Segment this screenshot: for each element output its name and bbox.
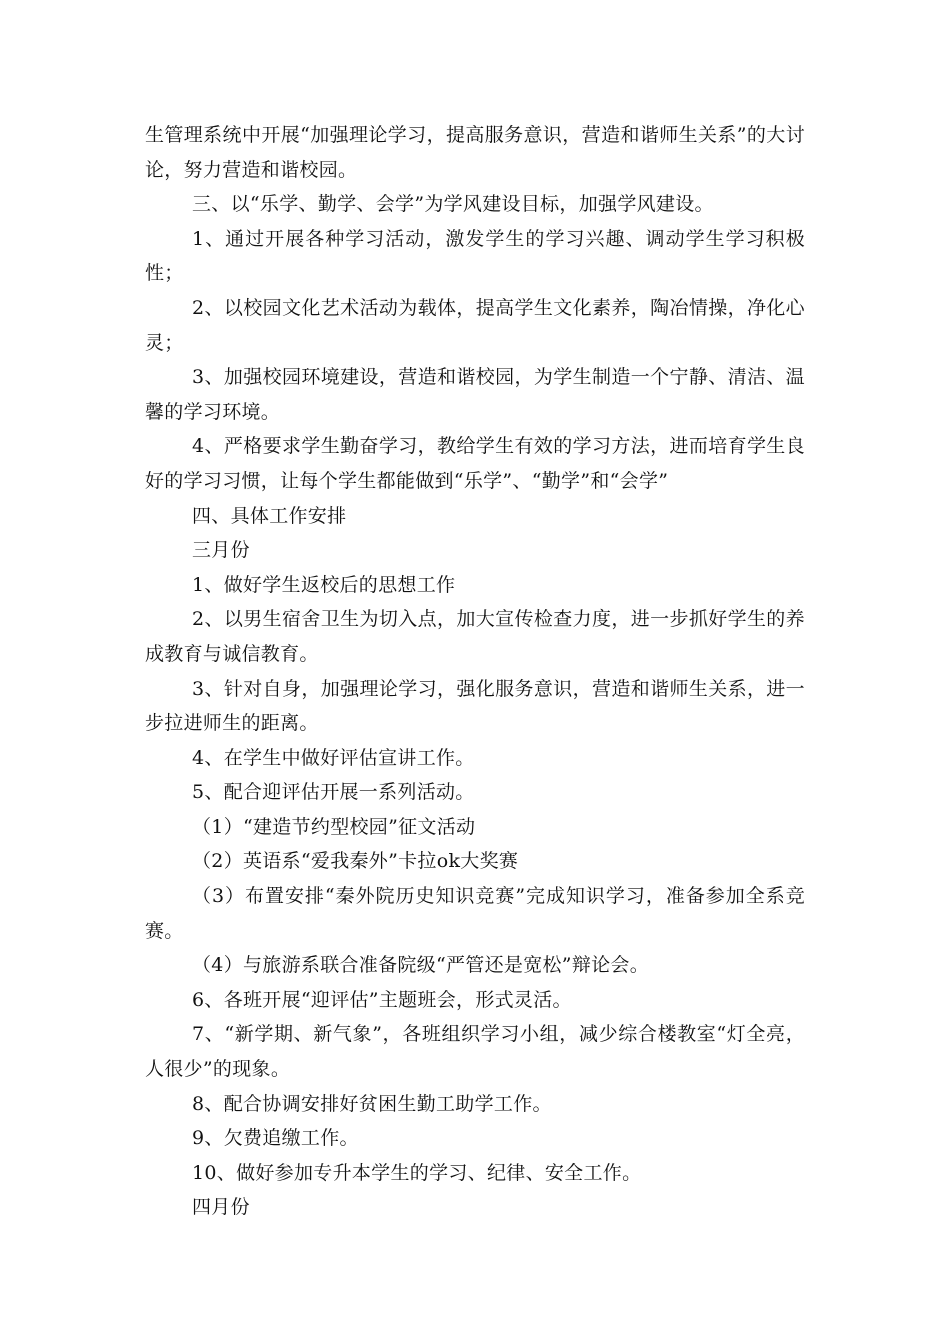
month-heading-march: 三月份 xyxy=(192,539,250,562)
list-item: 2、以男生宿舍卫生为切入点，加大宣传检查力度，进一步抓好学生的养成教育与诚信教育。 xyxy=(145,608,805,665)
list-item: 4、在学生中做好评估宣讲工作。 xyxy=(192,746,475,769)
list-item: 3、加强校园环境建设，营造和谐校园，为学生制造一个宁静、清洁、温馨的学习环境。 xyxy=(145,366,805,423)
list-item: 6、各班开展“迎评估”主题班会，形式灵活。 xyxy=(192,988,572,1011)
list-item: 5、配合迎评估开展一系列活动。 xyxy=(192,781,475,804)
sub-list-item: （2）英语系“爱我秦外”卡拉ok大奖赛 xyxy=(192,850,519,873)
list-item: 9、欠费追缴工作。 xyxy=(192,1127,359,1150)
sub-list-item: （1）“建造节约型校园”征文活动 xyxy=(192,815,476,838)
list-item: 10、做好参加专升本学生的学习、纪律、安全工作。 xyxy=(192,1161,642,1184)
list-item: 4、严格要求学生勤奋学习，教给学生有效的学习方法，进而培育学生良好的学习习惯，让每个学生都能做到“乐学”、“勤学”和“会学” xyxy=(145,435,805,492)
list-item: 1、做好学生返校后的思想工作 xyxy=(192,573,456,596)
document-body xyxy=(145,118,805,1225)
section-heading-work-plan: 四、具体工作安排 xyxy=(192,504,347,527)
paragraph-continuation: 生管理系统中开展“加强理论学习，提高服务意识，营造和谐师生关系”的大讨论，努力营造和谐校园。 xyxy=(145,124,805,181)
sub-list-item: （3）布置安排“秦外院历史知识竞赛”完成知识学习，准备参加全系竞赛。 xyxy=(145,885,805,942)
list-item: 7、“新学期、新气象”，各班组织学习小组，减少综合楼教室“灯全亮，人很少”的现象。 xyxy=(145,1023,805,1081)
month-heading-april: 四月份 xyxy=(192,1196,250,1219)
section-heading-study-style: 三、以“乐学、勤学、会学”为学风建设目标，加强学风建设。 xyxy=(192,193,714,216)
list-item: 3、针对自身，加强理论学习，强化服务意识，营造和谐师生关系，进一步拉进师生的距离。 xyxy=(145,677,805,735)
sub-list-item: （4）与旅游系联合准备院级“严管还是宽松”辩论会。 xyxy=(192,954,650,977)
list-item: 8、配合协调安排好贫困生勤工助学工作。 xyxy=(192,1092,552,1115)
list-item: 1、通过开展各种学习活动，激发学生的学习兴趣、调动学生学习积极性； xyxy=(145,227,805,285)
list-item: 2、以校园文化艺术活动为载体，提高学生文化素养，陶冶情操，净化心灵； xyxy=(145,296,805,354)
